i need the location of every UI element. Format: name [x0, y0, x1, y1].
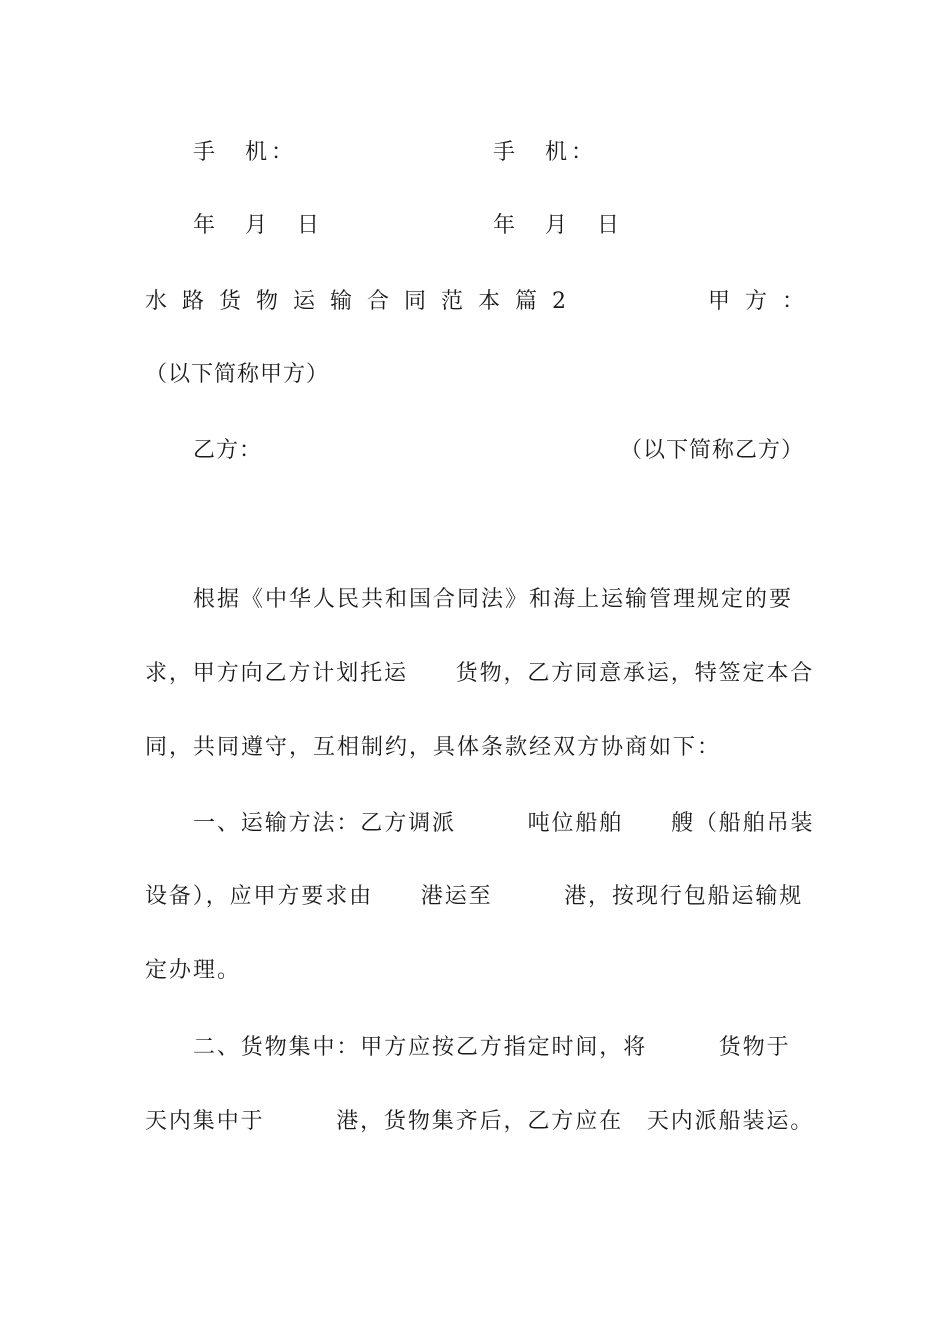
party-a-date: 年 月 日 [193, 213, 324, 238]
clause-2-line-1: 二、货物集中：甲方应按乙方指定时间，将 货物于 [193, 1035, 791, 1060]
party-b-label: 乙方： [193, 438, 263, 463]
party-a-label: 甲方： [708, 289, 820, 314]
party-b-abbrev: （以下简称乙方） [620, 438, 805, 463]
preamble-line-1: 根据《中华人民共和国合同法》和海上运输管理规定的要 [193, 587, 794, 612]
clause-1-line-3: 定办理。 [145, 958, 242, 983]
clause-2-line-2: 天内集中于 港，货物集齐后，乙方应在 天内派船装运。 [145, 1109, 815, 1134]
party-b-phone-label: 手 机： [493, 140, 598, 165]
preamble-line-3: 同，共同遵守，互相制约，具体条款经双方协商如下： [145, 735, 722, 760]
clause-1-line-2: 设备），应甲方要求由 港运至 港，按现行包船运输规 [145, 884, 804, 909]
party-a-phone-label: 手 机： [193, 140, 298, 165]
preamble-line-2: 求，甲方向乙方计划托运 货物，乙方同意承运，特签定本合 [145, 661, 815, 686]
clause-1-line-1: 一、运输方法：乙方调派 吨位船舶 艘（船舶吊装 [193, 811, 815, 836]
party-a-abbrev: （以下简称甲方） [145, 362, 330, 387]
section-title: 水路货物运输合同范本篇2 [145, 289, 581, 314]
party-b-date: 年 月 日 [493, 213, 624, 238]
